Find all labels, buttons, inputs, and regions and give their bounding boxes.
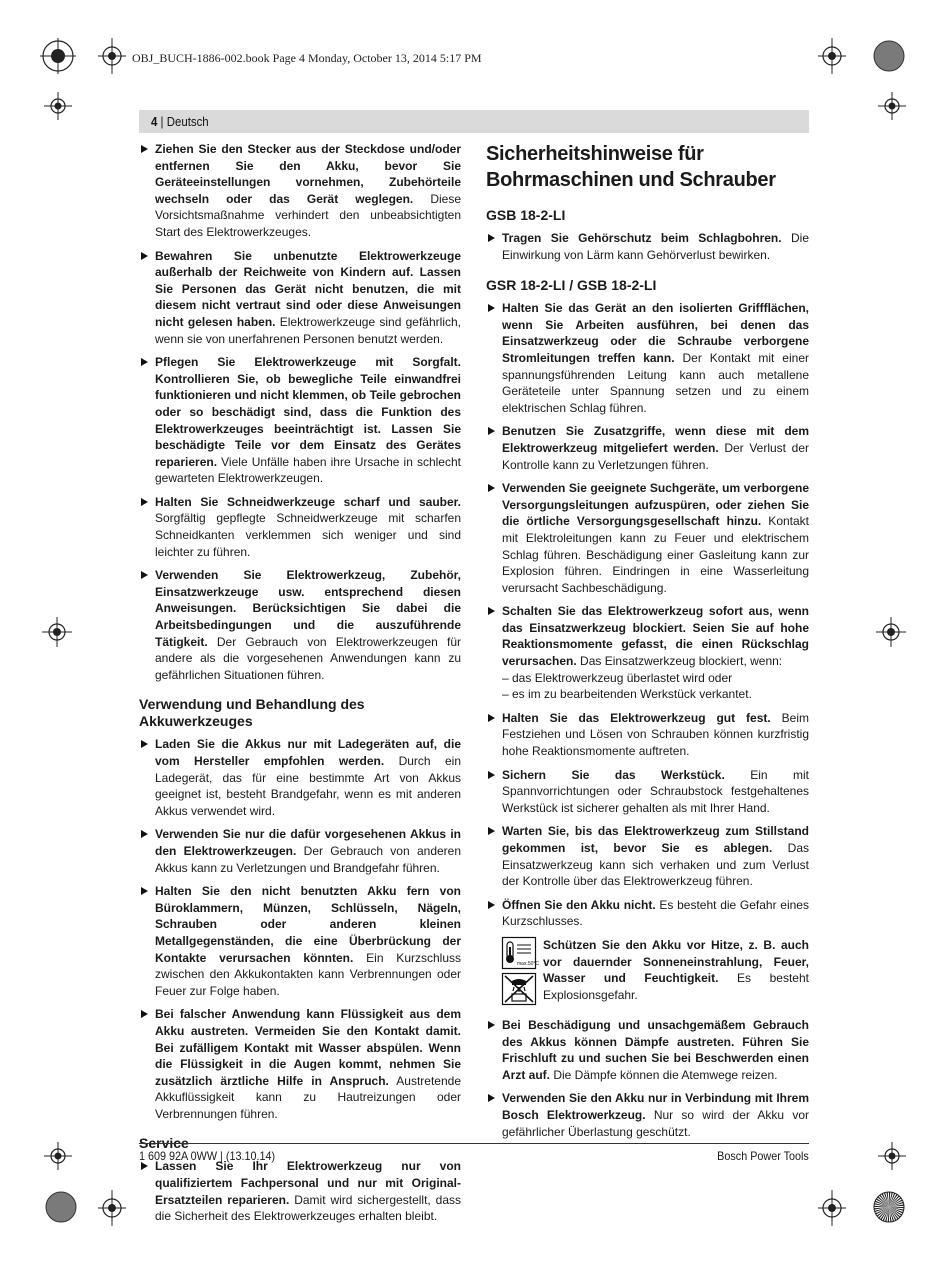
bullet-bold-text: Lassen Sie Ihr Elektrowerkzeug nur von qualifiziertem Fachpersonal und nur mit Original-Ersatzteilen reparieren.: [155, 1159, 461, 1207]
registration-mark-right-top: [878, 92, 906, 120]
bullet-bold-text: Benutzen Sie Zusatzgriffe, wenn diese mit dem Elektrowerkzeug mitgeliefert werden.: [502, 424, 809, 455]
bullet-bold-text: Sichern Sie das Werkstück.: [502, 767, 725, 782]
registration-mark-top-left: [40, 38, 76, 74]
bullet-triangle-icon: [488, 1021, 495, 1029]
bullet-normal-text: Die Dämpfe können die Atemwege reizen.: [550, 1067, 778, 1082]
bullet-triangle-icon: [141, 571, 148, 579]
no-water-icon: [502, 973, 536, 1010]
bullet-normal-text: Die Einwirkung von Lärm kann Gehörverlust bewirken.: [502, 231, 810, 262]
bullet-item: [139, 494, 461, 560]
bullet-triangle-icon: [141, 1010, 148, 1018]
registration-mark-left-bottom: [44, 1142, 72, 1170]
bullet-normal-text: Sorgfältig gepflegte Schneidwerkzeuge mit scharfen Schneidkanten verklemmen sich weniger und sind leichter zu führen.: [155, 511, 461, 559]
bullet-normal-text: Beim Festziehen und Lösen von Schrauben können kurzfristig hohe Reaktionsmomente auftreten.: [502, 710, 809, 759]
bullet-bold-text: Bei falscher Anwendung kann Flüssigkeit aus dem Akku austreten. Vermeiden Sie den Kontakt damit. Bei zufälligem Kontakt mit Wasser abspülen. Wenn die Flüssigkeit in die Augen kommt, nehmen Sie zusätzlich ärztliche Hilfe in Anspruch.: [155, 1007, 461, 1088]
left-top-list: [139, 141, 461, 683]
footer-brand: Bosch Power Tools: [717, 1149, 809, 1163]
bullet-normal-text: Nur so wird der Akku vor gefährlicher Überlastung geschützt.: [502, 1107, 809, 1139]
bullet-item: [486, 823, 809, 889]
bullet-triangle-icon: [488, 827, 495, 835]
bullet-bold-text: Verwenden Sie nur die dafür vorgesehenen Akkus in den Elektrowerkzeugen.: [155, 827, 461, 858]
bullet-normal-text: Das Einsatzwerkzeug kann sich verhaken und zum Verlust der Kontrolle über das Elektrowerkzeug führen.: [502, 841, 809, 889]
bullet-normal-text: Der Verlust der Kontrolle kann zu Verletzungen führen.: [502, 440, 809, 472]
gsr-list: [486, 300, 809, 596]
blocked-bold: Schalten Sie das Elektrowerkzeug sofort aus, wenn das Einsatzwerkzeug blockiert. Seien Sie auf hohe Reaktionsmomente gefasst, die einen Rückschlag verursachen.: [502, 604, 809, 669]
bullet-bold-text: Bewahren Sie unbenutzte Elektrowerkzeuge außerhalb der Reichweite von Kindern auf. Lassen Sie Personen das Gerät nicht benutzen, die mit diesem nicht vertraut sind oder diese Anweisungen nicht gelesen haben.: [155, 248, 461, 329]
registration-mark-left-middle: [42, 617, 72, 647]
heat-normal: Es besteht Explosionsgefahr.: [543, 971, 809, 1002]
blocked-dash-2: – es im zu bearbeitenden Werkstück verkantet.: [502, 687, 752, 702]
blocked-dash-1: – das Elektrowerkzeug überlastet wird oder: [502, 670, 733, 685]
heat-warning: [486, 937, 809, 1009]
bullet-normal-text: Der Gebrauch von anderen Akkus kann zu Verletzungen und Brandgefahr führen.: [155, 843, 462, 875]
bullet-normal-text: Elektrowerkzeuge sind gefährlich, wenn sie von unerfahrenen Personen benutzt werden.: [155, 314, 461, 346]
bullet-item: [486, 300, 809, 416]
bullet-item: [139, 736, 461, 819]
bullet-triangle-icon: [141, 358, 148, 366]
bullet-bold-text: Laden Sie die Akkus nur mit Ladegeräten auf, die vom Hersteller empfohlen werden.: [155, 737, 461, 768]
heat-bold: Schützen Sie den Akku vor Hitze, z. B. auch vor dauernder Sonneneinstrahlung, Feuer, Wasser und Feuchtigkeit.: [543, 937, 809, 986]
bullet-triangle-icon: [141, 887, 148, 895]
bullet-bold-text: Tragen Sie Gehörschutz beim Schlagbohren.: [502, 231, 782, 245]
bullet-triangle-icon: [488, 304, 495, 312]
bullet-item: [486, 1017, 809, 1083]
bullet-normal-text: Diese Vorsichtsmaßnahme verhindert den unbeabsichtigten Start des Elektrowerkzeuges.: [155, 191, 461, 239]
registration-mark-top-center-right: [818, 38, 846, 74]
bullet-item: [139, 567, 461, 683]
bullet-item: [139, 826, 461, 876]
registration-mark-right-middle: [876, 617, 906, 647]
left-column: [139, 141, 461, 1232]
bullet-normal-text: Ein mit Spannvorrichtungen oder Schraubstock festgehaltenes Werkstück ist sicherer gehalten als mit Ihrer Hand.: [502, 767, 809, 815]
bullet-triangle-icon: [488, 901, 495, 909]
gray-dot-top-right: [872, 39, 906, 73]
footer-doc-id: 1 609 92A 0WW | (13.10.14): [139, 1149, 276, 1163]
bullet-item: [139, 1158, 461, 1224]
bullet-normal-text: Kontakt mit Elektroleitungen kann zu Feuer und elektrischem Schlag führen. Beschädigung einer Gasleitung kann zur Explosion führen. Eindringen in eine Wasserleitung verursacht Sachbeschädigung.: [502, 514, 810, 595]
bullet-bold-text: Bei Beschädigung und unsachgemäßem Gebrauch des Akkus können Dämpfe austreten. Führen Sie Frischluft zu und suchen Sie bei Beschwerden einen Arzt auf.: [502, 1017, 809, 1082]
bullet-triangle-icon: [141, 145, 148, 153]
blocked-normal: Das Einsatzwerkzeug blockiert, wenn:: [576, 654, 783, 669]
bullet-normal-text: Durch ein Ladegerät, das für eine bestimmte Art von Akkus geeignet ist, besteht Brandgefahr, wenn es mit anderen Akkus verwendet wird.: [155, 754, 461, 818]
service-list: [139, 1158, 461, 1224]
bullet-bold-text: Pflegen Sie Elektrowerkzeuge mit Sorgfalt. Kontrollieren Sie, ob bewegliche Teile einwandfrei funktionieren und nicht klemmen, ob Teile gebrochen oder so beschädigt sind, dass die Funktion des Elektrowerkzeuges beeinträchtigt ist. Lassen Sie beschädigte Teile vor dem Einsatz des Gerätes reparieren.: [155, 355, 461, 469]
gsb-heading: GSB 18-2-LI: [486, 207, 566, 223]
bullet-normal-text: Damit wird sichergestellt, dass die Sicherheit des Elektrowerkzeuges erhalten bleibt.: [155, 1192, 461, 1224]
thermometer-sun-icon: [502, 937, 540, 974]
bullet-triangle-icon: [488, 607, 495, 615]
bullet-normal-text: Es besteht die Gefahr eines Kurzschlusses.: [502, 897, 809, 929]
bullet-triangle-icon: [141, 498, 148, 506]
bullet-triangle-icon: [488, 1094, 495, 1102]
service-heading: Service: [139, 1135, 189, 1152]
bullet-normal-text: Ein Kurzschluss zwischen den Akkukontakten kann Verbrennungen oder Feuer zur Folge haben.: [155, 950, 461, 998]
gsr-heading: GSR 18-2-LI / GSB 18-2-LI: [486, 277, 657, 294]
bullet-triangle-icon: [488, 484, 495, 492]
bullet-normal-text: Viele Unfälle haben ihre Ursache in schlecht gewarteten Elektrowerkzeugen.: [155, 454, 461, 486]
bullet-bold-text: Halten Sie das Gerät an den isolierten Griffflächen, wenn Sie Arbeiten ausführen, bei denen das Einsatzwerkzeug oder die Schraube verborgene Stromleitungen treffen kann.: [502, 301, 809, 365]
bullet-normal-text: Der Kontakt mit einer spannungsführenden Leitung kann auch metallene Geräteteile unter Spannung setzen und zu einem elektrischen Schlag führen.: [502, 350, 809, 415]
bullet-triangle-icon: [488, 714, 495, 722]
bullet-normal-text: Austretende Akkuflüssigkeit kann zu Hautreizungen oder Verbrennungen führen.: [155, 1073, 461, 1121]
bullet-item: [486, 423, 809, 473]
safety-title: Sicherheitshinweise für Bohrmaschinen und Schrauber: [486, 143, 776, 191]
registration-mark-right-bottom: [878, 1142, 906, 1170]
gray-dot-bottom-left: [44, 1190, 78, 1224]
bullet-item: [139, 1006, 461, 1122]
bullet-triangle-icon: [488, 427, 495, 435]
print-header: OBJ_BUCH-1886-002.book Page 4 Monday, October 13, 2014 5:17 PM: [132, 51, 482, 65]
bullet-item: [139, 141, 461, 241]
bullet-bold-text: Halten Sie Schneidwerkzeuge scharf und sauber.: [155, 494, 461, 509]
bullet-bold-text: Verwenden Sie Elektrowerkzeug, Zubehör, Einsatzwerkzeuge usw. entsprechend diesen Anweisungen. Berücksichtigen Sie dabei die Arbeitsbedingungen und die auszuführende Tätigkeit.: [155, 568, 461, 649]
bullet-bold-text: Halten Sie das Elektrowerkzeug gut fest.: [502, 710, 771, 725]
bullet-item: [486, 480, 809, 596]
bullet-triangle-icon: [141, 252, 148, 260]
blocked-tool-item: [486, 603, 809, 703]
end-list: [486, 1017, 809, 1140]
page-header-text: [151, 114, 209, 129]
bullet-bold-text: Ziehen Sie den Stecker aus der Steckdose und/oder entfernen Sie den Akku, bevor Sie Geräteeinstellungen vornehmen, Zubehörteile wechseln oder das Gerät weglegen.: [155, 142, 461, 206]
bullet-item: [486, 767, 809, 817]
bullet-triangle-icon: [488, 234, 495, 242]
akku-heading: Verwendung und Behandlung des Akkuwerkzeuges: [139, 696, 365, 730]
bullet-item: [139, 354, 461, 487]
footer-divider: [139, 1143, 809, 1144]
bullet-triangle-icon: [141, 830, 148, 838]
bullet-item: [486, 230, 809, 263]
registration-mark-top-center-left: [98, 38, 126, 74]
registration-mark-bottom-center-right: [818, 1190, 846, 1226]
registration-mark-left-top: [44, 92, 72, 120]
after-list: [486, 710, 809, 930]
icon-temp-label: max.50°C: [517, 960, 540, 967]
gsb-list: [486, 230, 809, 263]
page-separator: |: [157, 114, 167, 129]
bullet-item: [486, 897, 809, 930]
bullet-bold-text: Öffnen Sie den Akku nicht.: [502, 897, 656, 912]
page-header-bar: [139, 110, 809, 133]
bullet-bold-text: Verwenden Sie geeignete Suchgeräte, um verborgene Versorgungsleitungen aufzuspüren, oder ziehen Sie die örtliche Versorgungsgesellschaft hinzu.: [502, 481, 809, 529]
bullet-item: [139, 883, 461, 999]
akku-list: [139, 736, 461, 1122]
bullet-triangle-icon: [141, 1162, 148, 1170]
registration-mark-bottom-center-left: [98, 1190, 126, 1226]
page-number: 4: [151, 114, 158, 129]
bullet-triangle-icon: [141, 740, 148, 748]
bullet-item: [486, 710, 809, 760]
bullet-bold-text: Halten Sie den nicht benutzten Akku fern von Büroklammern, Münzen, Schlüsseln, Nägeln, Schrauben oder anderen kleinen Metallgegenständen, die eine Überbrückung der Kontakte verursachen könnten.: [155, 884, 461, 965]
bullet-item: [139, 248, 461, 348]
bullet-bold-text: Verwenden Sie den Akku nur in Verbindung mit Ihrem Bosch Elektrowerkzeug.: [502, 1091, 809, 1122]
bullet-bold-text: Warten Sie, bis das Elektrowerkzeug zum Stillstand gekommen ist, bevor Sie es ablegen.: [502, 824, 809, 855]
right-column: [486, 141, 809, 1147]
page-language: Deutsch: [166, 114, 209, 129]
bullet-triangle-icon: [488, 771, 495, 779]
starburst-bottom-right: [872, 1190, 906, 1224]
bullet-item: [486, 1090, 809, 1140]
bullet-normal-text: Der Gebrauch von Elektrowerkzeugen für andere als die vorgesehenen Anwendungen kann zu gefährlichen Situationen führen.: [155, 634, 461, 682]
